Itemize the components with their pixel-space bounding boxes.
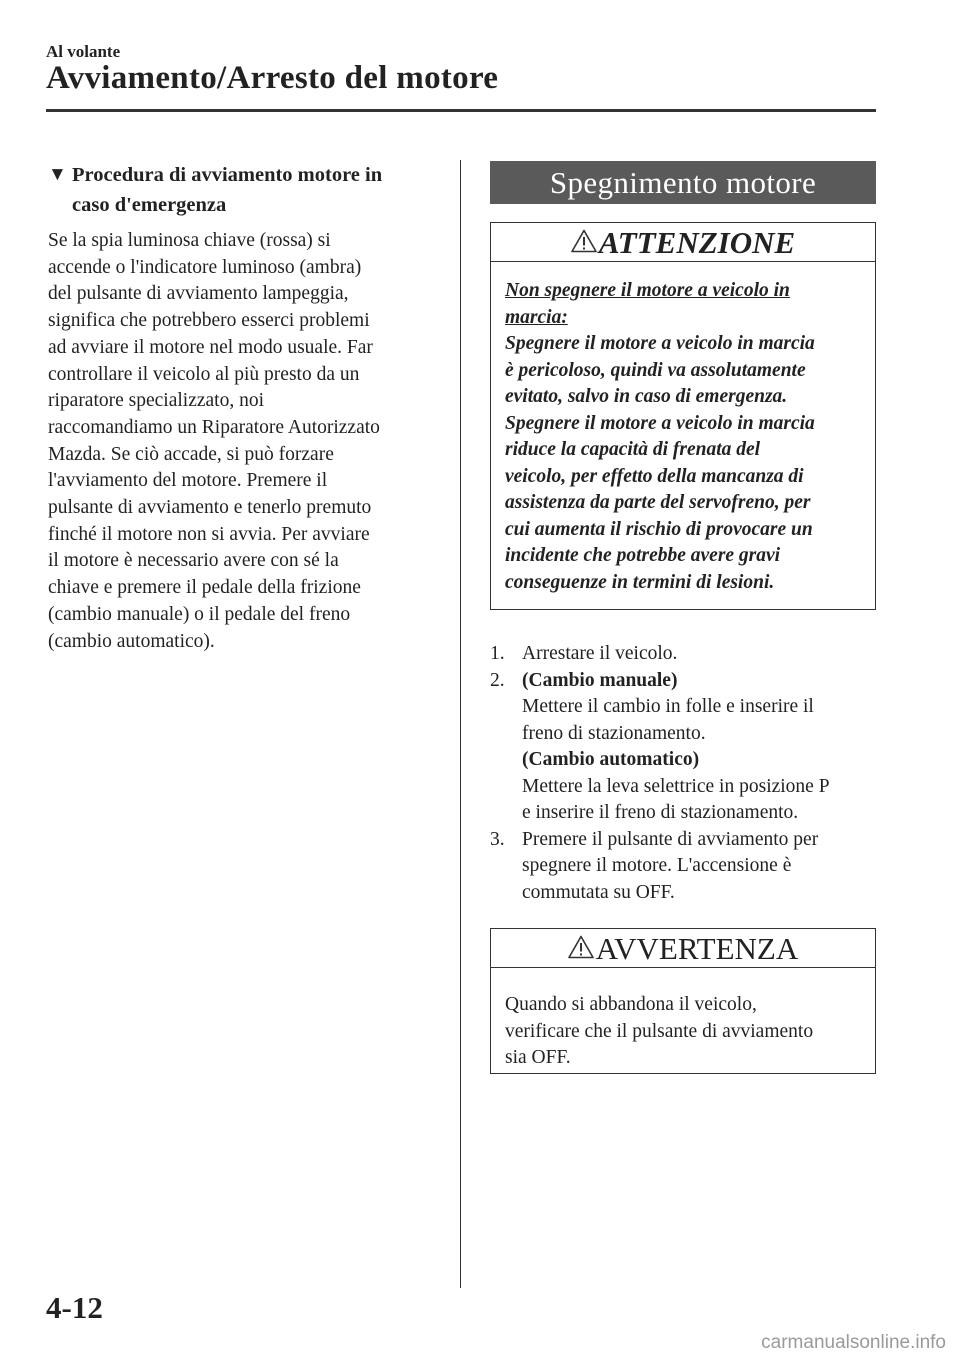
attention-line: evitato, salvo in caso di emergenza. [505, 386, 788, 407]
attention-line: conseguenze in termini di lesioni. [505, 571, 775, 593]
step-text: Mettere il cambio in folle e inserire il [522, 696, 814, 717]
attention-box [490, 222, 876, 610]
paragraph-line: (cambio automatico). [48, 630, 215, 652]
paragraph-line: il motore è necessario avere con sé la [48, 550, 339, 572]
step-text: Arrestare il veicolo. [522, 643, 678, 664]
emergency-heading-line-2: caso d'emergenza [72, 194, 227, 216]
section-label: Al volante [46, 42, 121, 61]
shutdown-steps [490, 641, 890, 906]
emergency-paragraph [48, 228, 448, 655]
attention-line: incidente che potrebbe avere gravi [505, 545, 781, 566]
attention-underlined-line-2: marcia: [505, 306, 568, 328]
attention-line: è pericoloso, quindi va assolutamente [505, 359, 806, 381]
attention-line: veicolo, per effetto della mancanza di [505, 465, 804, 487]
attention-line: Spegnere il motore a veicolo in marcia [505, 412, 815, 434]
paragraph-line: del pulsante di avviamento lampeggia, [48, 283, 349, 305]
automatic-transmission-heading: (Cambio automatico) [522, 749, 700, 770]
paragraph-line: raccomandiamo un Riparatore Autorizzato [48, 416, 380, 438]
step-text: Mettere la leva selettrice in posizione P [522, 775, 830, 797]
paragraph-line: controllare il veicolo al più presto da un [48, 363, 360, 385]
paragraph-line: (cambio manuale) o il pedale del freno [48, 603, 351, 625]
emergency-heading [48, 160, 443, 220]
paragraph-line: pulsante di avviamento e tenerlo premuto [48, 497, 372, 519]
warning-title-bar [491, 929, 875, 968]
step-number: 3. [490, 828, 505, 850]
step-text: e inserire il freno di stazionamento. [522, 802, 799, 823]
column-divider [460, 160, 461, 1288]
step-1 [490, 641, 890, 668]
step-2 [490, 668, 890, 827]
attention-line: assistenza da parte del servofreno, per [505, 492, 811, 513]
step-text: Premere il pulsante di avviamento per [522, 828, 819, 850]
paragraph-line: Se la spia luminosa chiave (rossa) si [48, 230, 331, 251]
emergency-heading-line-1: Procedura di avviamento motore in [72, 164, 383, 186]
paragraph-line: ad avviare il motore nel modo usuale. Far [48, 336, 373, 358]
triangle-bullet-icon: ▼ [48, 164, 67, 185]
step-text: spegnere il motore. L'accensione è [522, 855, 792, 876]
paragraph-line: significa che potrebbero esserci problemi [48, 310, 370, 332]
paragraph-line: finché il motore non si avvia. Per avviare [48, 523, 370, 545]
shutdown-section-banner: Spegnimento motore [490, 161, 876, 204]
attention-title: ATTENZIONE [598, 225, 796, 260]
attention-title-bar [491, 223, 875, 262]
attention-underlined-line: Non spegnere il motore a veicolo in [505, 280, 790, 301]
warning-line: Quando si abbandona il veicolo, [505, 994, 757, 1015]
step-text: commutata su OFF. [522, 881, 675, 903]
step-3 [490, 827, 890, 907]
warning-box [490, 928, 876, 1074]
warning-body [491, 968, 875, 1072]
header-divider [46, 109, 876, 112]
step-text: freno di stazionamento. [522, 722, 706, 744]
attention-line: riduce la capacità di frenata del [505, 439, 761, 460]
attention-line: Spegnere il motore a veicolo in marcia [505, 333, 815, 354]
attention-line: cui aumenta il rischio di provocare un [505, 518, 813, 540]
attention-body [491, 262, 875, 596]
step-number: 1. [490, 643, 505, 664]
watermark: carmanualsonline.info [761, 1332, 946, 1353]
warning-title: AVVERTENZA [595, 931, 799, 966]
paragraph-line: chiave e premere il pedale della frizione [48, 577, 361, 599]
page-title: Avviamento/Arresto del motore [46, 60, 499, 96]
page-number: 4-12 [46, 1290, 103, 1325]
warning-line: sia OFF. [505, 1047, 571, 1068]
paragraph-line: accende o l'indicatore luminoso (ambra) [48, 256, 362, 278]
warning-triangle-icon [568, 929, 594, 969]
manual-transmission-heading: (Cambio manuale) [522, 669, 678, 691]
paragraph-line: Mazda. Se ciò accade, si può forzare [48, 443, 334, 465]
paragraph-line: l'avviamento del motore. Premere il [48, 470, 328, 492]
warning-triangle-icon [571, 223, 597, 263]
paragraph-line: riparatore specializzato, noi [48, 390, 265, 412]
step-number: 2. [490, 669, 505, 691]
warning-line: verificare che il pulsante di avviamento [505, 1020, 814, 1042]
